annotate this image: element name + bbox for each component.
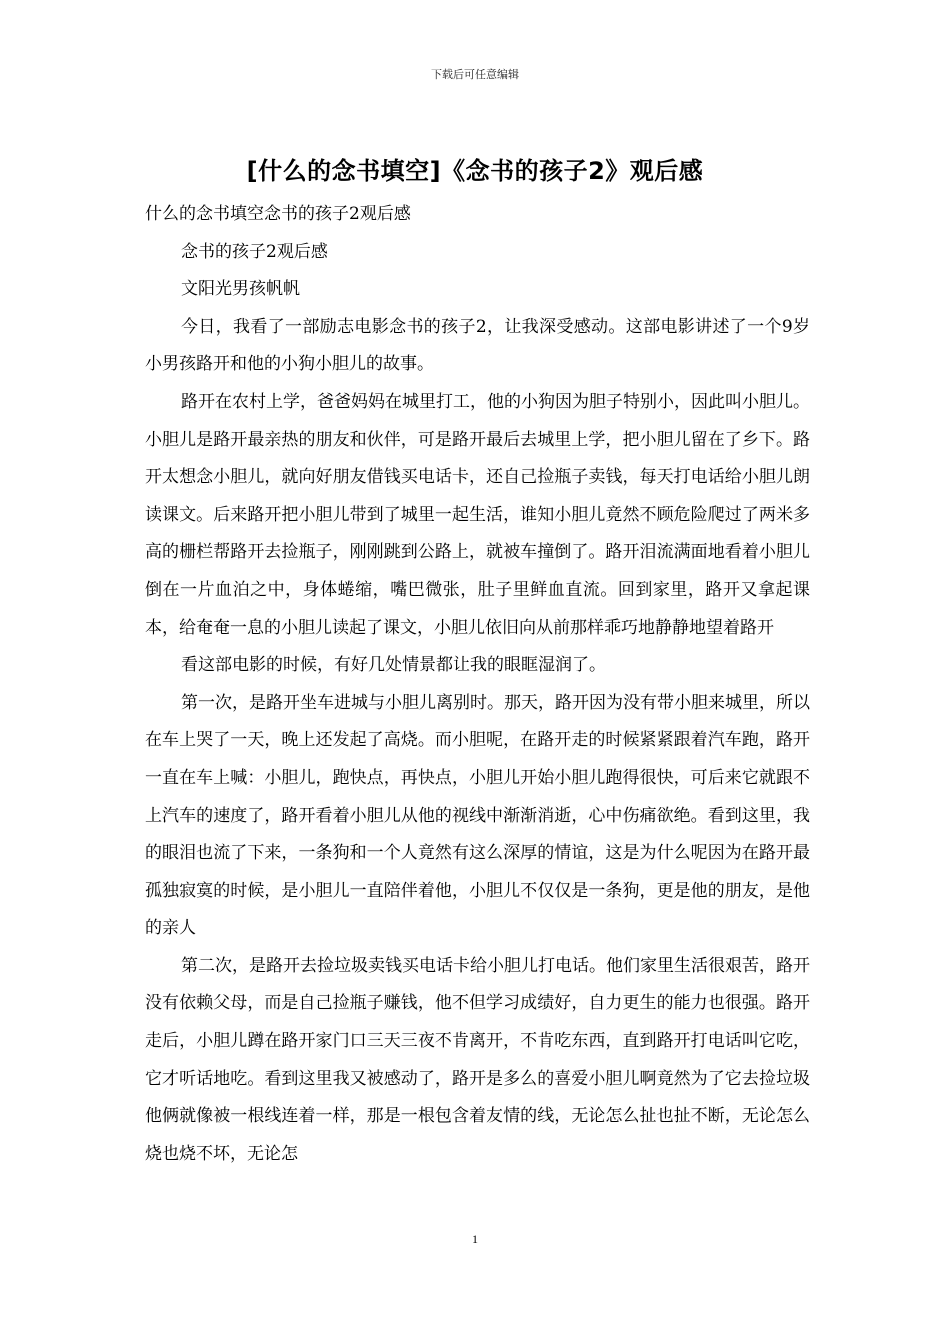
page-header: 下载后可任意编辑 [431, 68, 519, 81]
paragraph-heading: 念书的孩子2观后感 [181, 241, 328, 262]
paragraph-subtitle: 什么的念书填空念书的孩子2观后感 [145, 204, 411, 224]
paragraph: 路开在农村上学，爸爸妈妈在城里打工，他的小狗因为胆子特别小，因此叫小胆儿。小胆儿是路开最亲热的朋友和伙伴，可是路开最后去城里上学，把小胆儿留在了乡下。路开太想念小胆儿，就向好朋友借钱买电话卡，还自己捡瓶子卖钱，每天打电话给小胆儿朗读课文。后来路开把小胆儿带到了城里一起生活，谁知小胆儿竟然不顾危险爬过了两米多高的栅栏帮路开去捡瓶子，刚刚跳到公路上，就被车撞倒了。路开泪流满面地看着小胆儿倒在一片血泊之中，身体蜷缩，嘴巴微张，肚子里鲜血直流。回到家里，路开又拿起课本，给奄奄一息的小胆儿读起了课文，小胆儿依旧向从前那样乖巧地静静地望着路开 [145, 391, 810, 638]
paragraph: 今日，我看了一部励志电影念书的孩子2，让我深受感动。这部电影讲述了一个9岁小男孩路开和他的小狗小胆儿的故事。 [145, 316, 810, 375]
paragraph-author: 文阳光男孩帆帆 [181, 279, 300, 300]
paragraph: 第二次，是路开去捡垃圾卖钱买电话卡给小胆儿打电话。他们家里生活很艰苦，路开没有依赖父母，而是自己捡瓶子赚钱，他不但学习成绩好，自力更生的能力也很强。路开走后，小胆儿蹲在路开家门口三天三夜不肯离开，不肯吃东西，直到路开打电话叫它吃，它才听话地吃。看到这里我又被感动了，路开是多么的喜爱小胆儿啊竟然为了它去捡垃圾他俩就像被一根线连着一样，那是一根包含着友情的线，无论怎么扯也扯不断，无论怎么烧也烧不坏，无论怎 [145, 955, 810, 1164]
paragraph: 看这部电影的时候，有好几处情景都让我的眼眶湿润了。 [181, 655, 606, 676]
document-title: [什么的念书填空]《念书的孩子2》观后感 [246, 157, 704, 185]
paragraph: 第一次，是路开坐车进城与小胆儿离别时。那天，路开因为没有带小胆来城里，所以在车上哭了一天，晚上还发起了高烧。而小胆呢，在路开走的时候紧紧跟着汽车跑，路开一直在车上喊：小胆儿，跑快点，再快点，小胆儿开始小胆儿跑得很快，可后来它就跟不上汽车的速度了，路开看着小胆儿从他的视线中渐渐消逝，心中伤痛欲绝。看到这里，我的眼泪也流了下来，一条狗和一个人竟然有这么深厚的情谊，这是为什么呢因为在路开最孤独寂寞的时候，是小胆儿一直陪伴着他，小胆儿不仅仅是一条狗，更是他的朋友，是他的亲人 [145, 692, 810, 939]
document-body [145, 196, 810, 1173]
page-number: 1 [472, 1232, 478, 1246]
